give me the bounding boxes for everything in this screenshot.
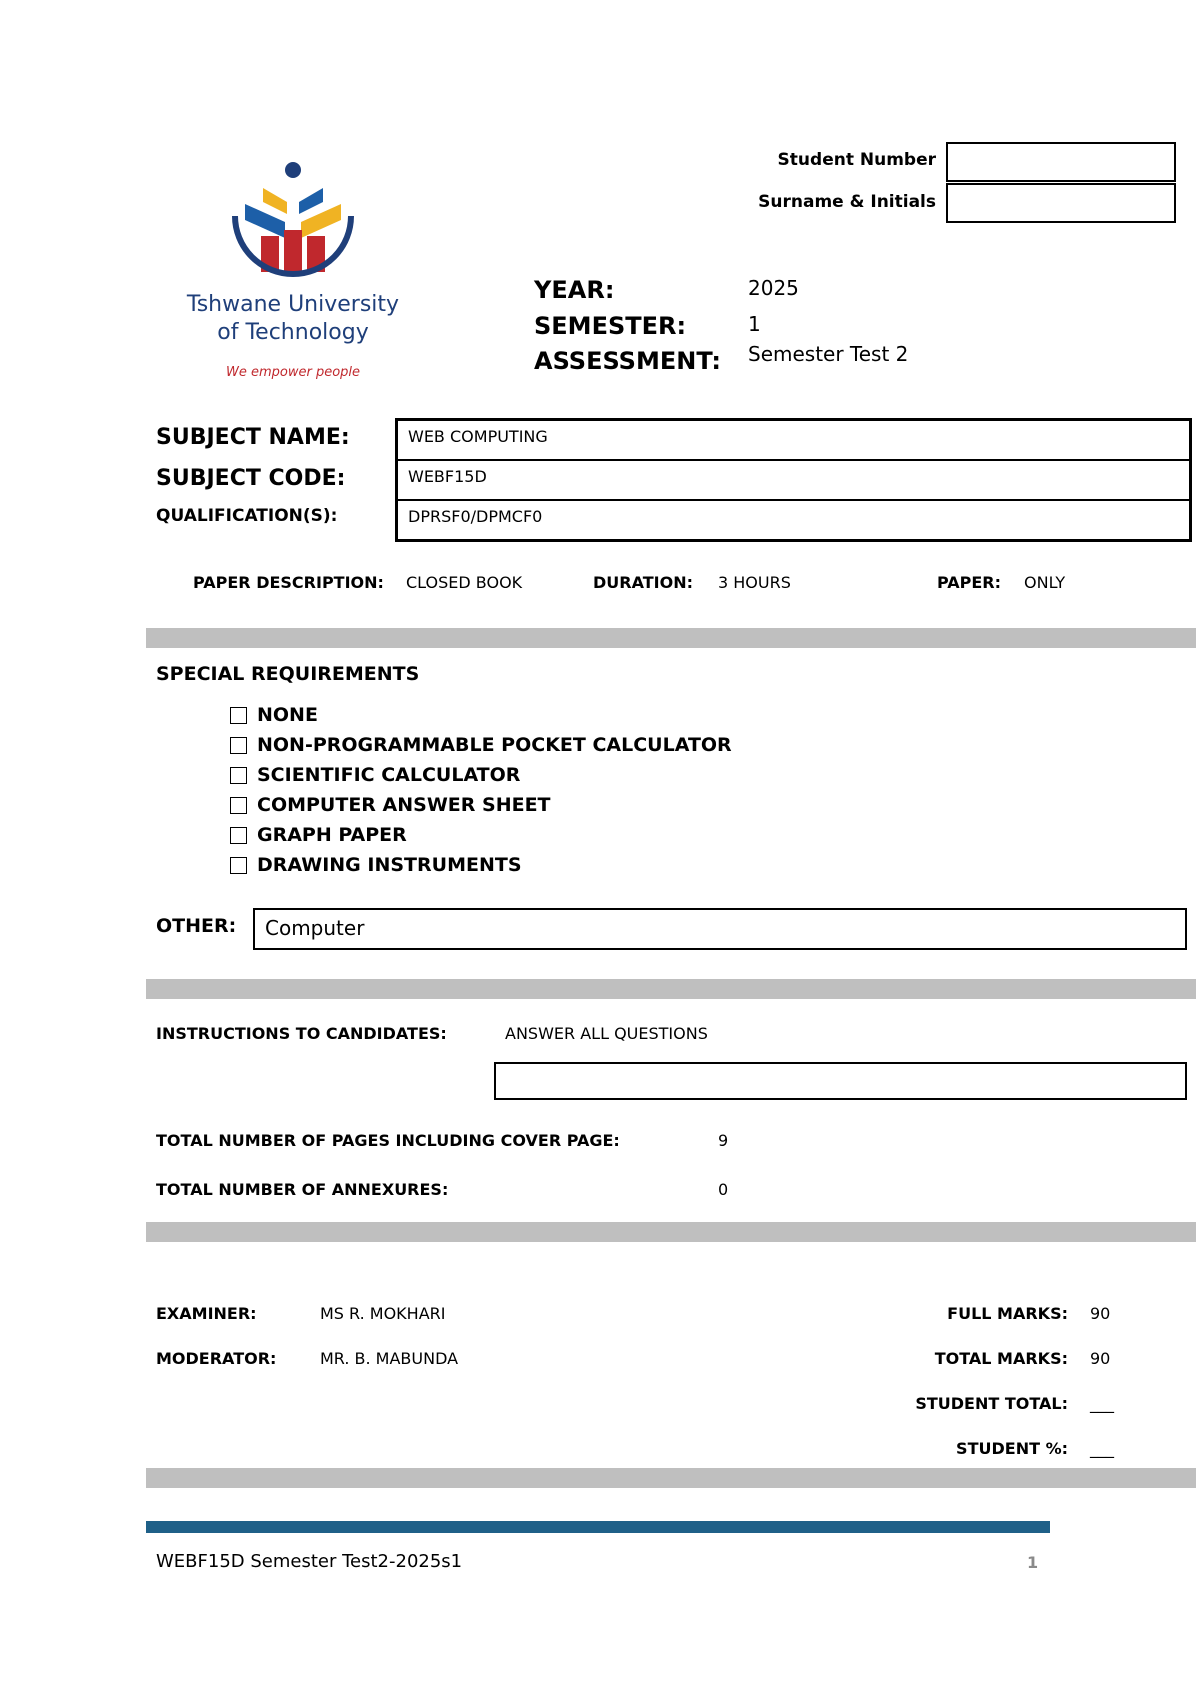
requirement-scientific-calculator[interactable]: SCIENTIFIC CALCULATOR: [230, 760, 732, 790]
student-number-field[interactable]: [946, 142, 1176, 182]
moderator-value: MR. B. MABUNDA: [320, 1349, 459, 1368]
year-value: 2025: [748, 276, 799, 300]
year-label: YEAR:: [534, 276, 615, 304]
semester-value: 1: [748, 312, 761, 336]
total-marks-label: TOTAL MARKS:: [934, 1349, 1068, 1368]
full-marks-value: 90: [1090, 1304, 1111, 1323]
logo-line-2: of Technology: [217, 320, 369, 345]
total-pages-label: TOTAL NUMBER OF PAGES INCLUDING COVER PAGE:: [156, 1131, 620, 1150]
semester-label: SEMESTER:: [534, 312, 687, 340]
surname-field[interactable]: [946, 183, 1176, 223]
subject-name-value: WEB COMPUTING: [398, 421, 1189, 461]
checkbox[interactable]: [230, 857, 247, 874]
special-requirements-title: SPECIAL REQUIREMENTS: [156, 663, 420, 685]
other-value: Computer: [265, 916, 365, 940]
student-percent-value[interactable]: ___: [1090, 1439, 1114, 1458]
paper-description-label: PAPER DESCRIPTION:: [193, 573, 384, 592]
student-number-label: Student Number: [777, 150, 936, 170]
subject-table: [395, 418, 1192, 542]
assessment-label: ASSESSMENT:: [534, 347, 721, 375]
logo-line-1: Tshwane University: [186, 292, 400, 317]
duration-value: 3 HOURS: [718, 573, 791, 592]
footer-document-name: WEBF15D Semester Test2-2025s1: [156, 1551, 463, 1572]
student-total-value[interactable]: ___: [1090, 1394, 1114, 1413]
total-marks-value: 90: [1090, 1349, 1111, 1368]
instructions-field[interactable]: [494, 1062, 1187, 1100]
requirement-drawing-instruments[interactable]: DRAWING INSTRUMENTS: [230, 850, 732, 880]
paper-value: ONLY: [1024, 573, 1066, 592]
section-divider: [146, 1468, 1196, 1488]
page-number: 1: [1027, 1553, 1039, 1572]
assessment-value: Semester Test 2: [748, 342, 909, 366]
section-divider: [146, 628, 1196, 648]
surname-label: Surname & Initials: [758, 192, 936, 212]
full-marks-label: FULL MARKS:: [947, 1304, 1068, 1323]
examiner-label: EXAMINER:: [156, 1304, 257, 1323]
student-total-label: STUDENT TOTAL:: [915, 1394, 1068, 1413]
other-field[interactable]: [253, 908, 1187, 950]
footer-rule: [146, 1521, 1050, 1533]
total-annexures-label: TOTAL NUMBER OF ANNEXURES:: [156, 1180, 449, 1199]
qualification-value: DPRSF0/DPMCF0: [408, 507, 543, 526]
subject-name-label: SUBJECT NAME:: [156, 425, 350, 450]
tut-logo: [225, 160, 361, 290]
instructions-value: ANSWER ALL QUESTIONS: [505, 1024, 708, 1043]
logo-tagline: We empower people: [225, 365, 361, 380]
paper-label: PAPER:: [937, 573, 1002, 592]
requirements-list: [230, 700, 732, 880]
checkbox[interactable]: [230, 707, 247, 724]
section-divider: [146, 1222, 1196, 1242]
requirement-graph-paper[interactable]: GRAPH PAPER: [230, 820, 732, 850]
requirement-computer-answer-sheet[interactable]: COMPUTER ANSWER SHEET: [230, 790, 732, 820]
subject-code-label: SUBJECT CODE:: [156, 466, 346, 491]
checkbox[interactable]: [230, 827, 247, 844]
subject-code-value: WEBF15D: [398, 461, 1189, 501]
other-label: OTHER:: [156, 915, 237, 937]
duration-label: DURATION:: [593, 573, 693, 592]
requirement-pocket-calculator[interactable]: NON-PROGRAMMABLE POCKET CALCULATOR: [230, 730, 732, 760]
checkbox[interactable]: [230, 767, 247, 784]
requirement-none[interactable]: NONE: [230, 700, 732, 730]
total-annexures-value: 0: [718, 1180, 729, 1199]
total-pages-value: 9: [718, 1131, 729, 1150]
checkbox[interactable]: [230, 797, 247, 814]
student-percent-label: STUDENT %:: [956, 1439, 1068, 1458]
paper-description-value: CLOSED BOOK: [406, 573, 523, 592]
qualification-label: QUALIFICATION(S):: [156, 506, 338, 526]
checkbox[interactable]: [230, 737, 247, 754]
section-divider: [146, 979, 1196, 999]
instructions-label: INSTRUCTIONS TO CANDIDATES:: [156, 1024, 447, 1043]
examiner-value: MS R. MOKHARI: [320, 1304, 446, 1323]
moderator-label: MODERATOR:: [156, 1349, 277, 1368]
